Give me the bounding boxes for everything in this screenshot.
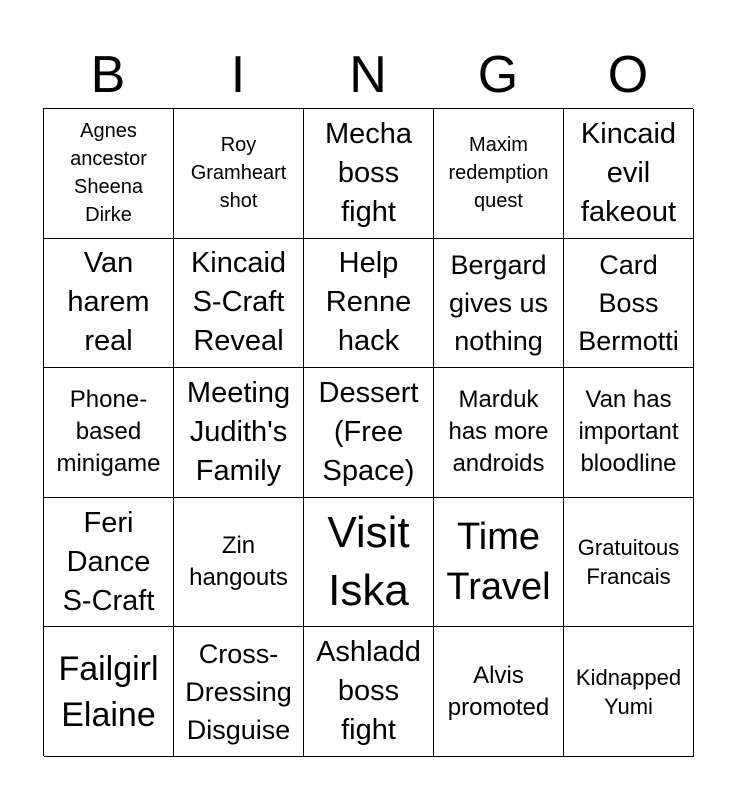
bingo-cell[interactable]: Feri Dance S-Craft [44, 498, 174, 628]
bingo-cell[interactable]: Meeting Judith's Family [174, 368, 304, 498]
header-letter-i: I [230, 46, 246, 104]
bingo-cell[interactable]: Ashladd boss fight [304, 627, 434, 757]
bingo-cell[interactable]: Time Travel [434, 498, 564, 628]
bingo-board [43, 108, 693, 756]
bingo-cell[interactable]: Maxim redemption quest [434, 109, 564, 239]
bingo-cell[interactable]: Marduk has more androids [434, 368, 564, 498]
bingo-cell[interactable]: Kidnapped Yumi [564, 627, 694, 757]
bingo-cell[interactable]: Dessert (Free Space) [304, 368, 434, 498]
bingo-cell[interactable]: Card Boss Bermotti [564, 239, 694, 369]
bingo-cell[interactable]: Van has important bloodline [564, 368, 694, 498]
bingo-cell[interactable]: Kincaid evil fakeout [564, 109, 694, 239]
bingo-cell[interactable]: Phone- based minigame [44, 368, 174, 498]
bingo-cell[interactable]: Van harem real [44, 239, 174, 369]
bingo-cell[interactable]: Agnes ancestor Sheena Dirke [44, 109, 174, 239]
bingo-cell[interactable]: Mecha boss fight [304, 109, 434, 239]
bingo-cell[interactable]: Visit Iska [304, 498, 434, 628]
bingo-cell[interactable]: Bergard gives us nothing [434, 239, 564, 369]
bingo-cell[interactable]: Cross- Dressing Disguise [174, 627, 304, 757]
bingo-cell[interactable]: Alvis promoted [434, 627, 564, 757]
bingo-cell[interactable]: Help Renne hack [304, 239, 434, 369]
bingo-header [43, 44, 693, 106]
bingo-cell[interactable]: Zin hangouts [174, 498, 304, 628]
bingo-cell[interactable]: Kincaid S-Craft Reveal [174, 239, 304, 369]
header-letter-n: N [349, 46, 387, 104]
bingo-cell[interactable]: Roy Gramheart shot [174, 109, 304, 239]
header-letter-g: G [477, 46, 519, 104]
header-letter-b: B [90, 46, 126, 104]
header-letter-o: O [607, 46, 649, 104]
bingo-cell[interactable]: Failgirl Elaine [44, 627, 174, 757]
bingo-cell[interactable]: Gratuitous Francais [564, 498, 694, 628]
